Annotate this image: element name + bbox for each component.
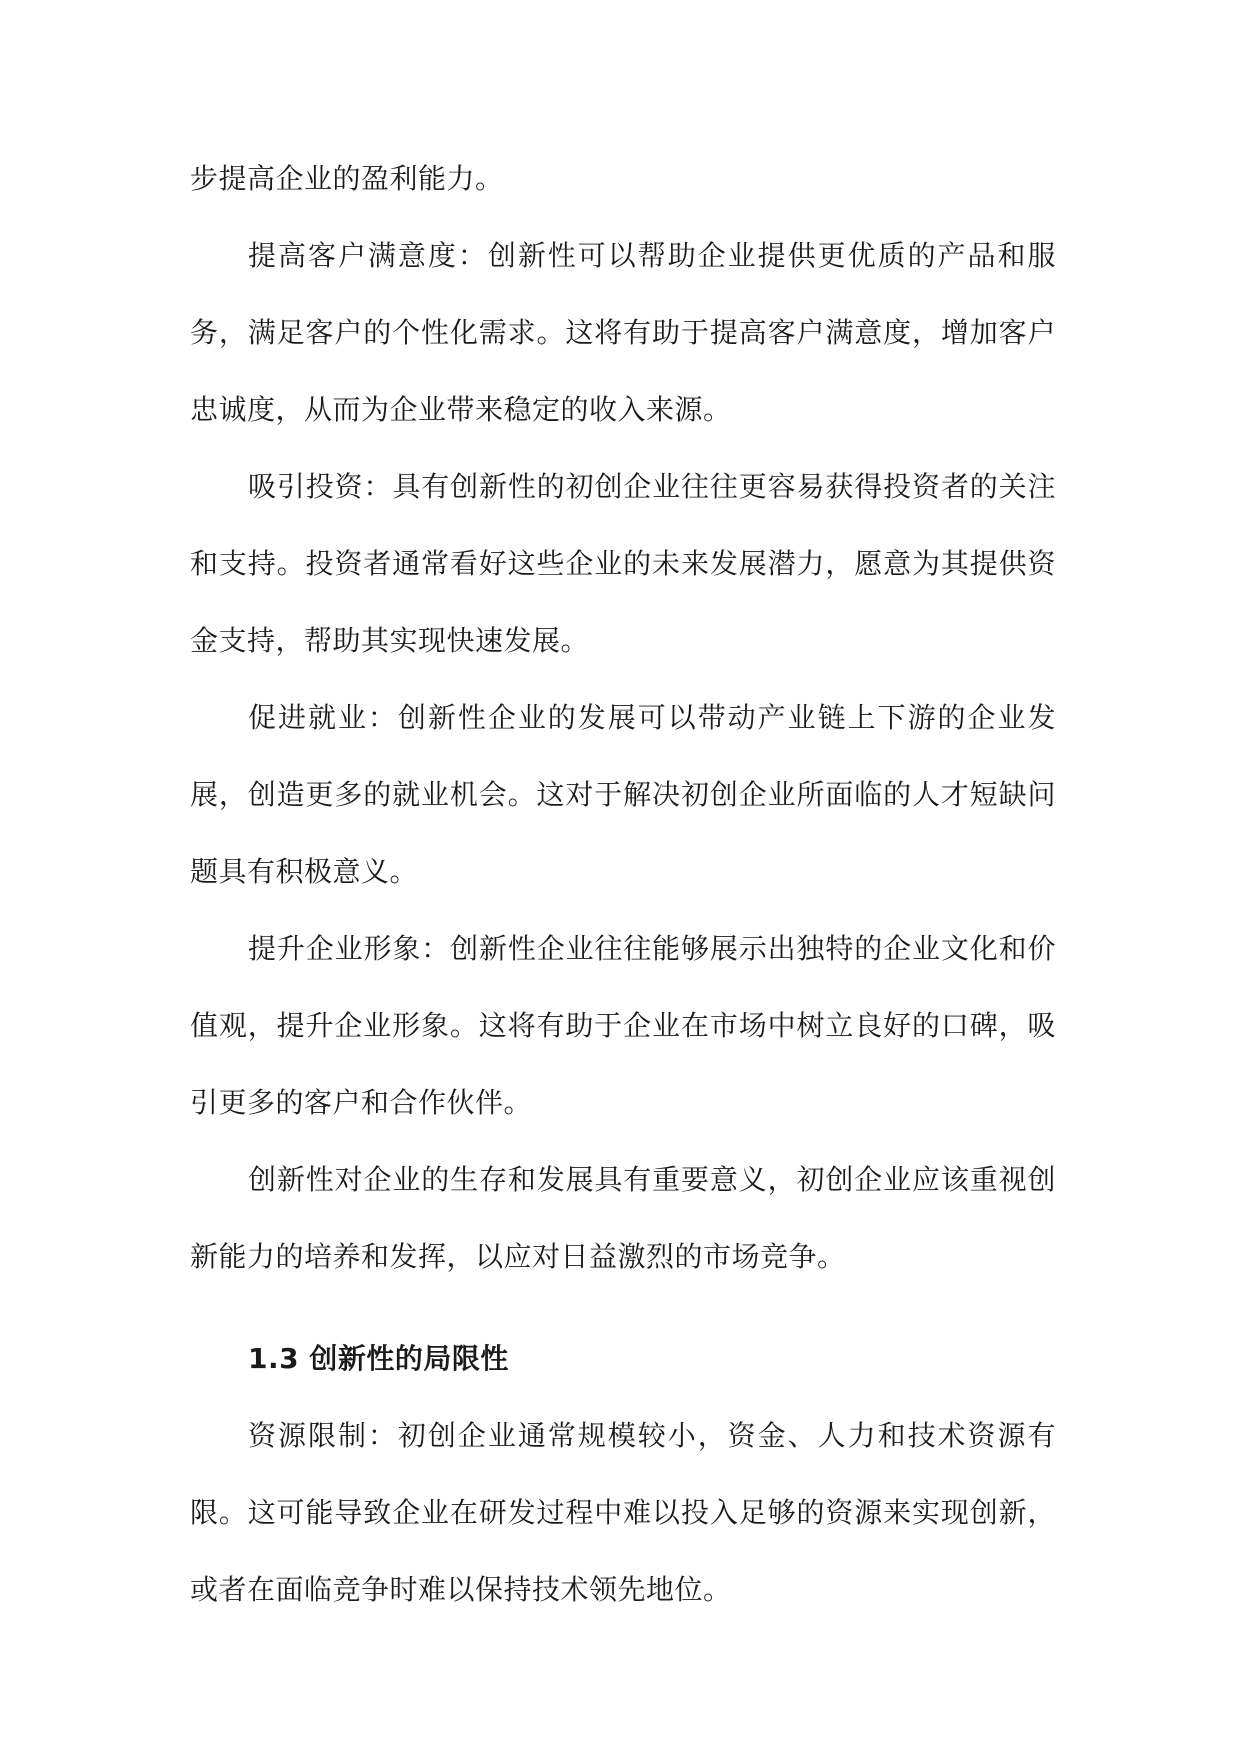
document-page [190, 140, 1056, 1628]
paragraph-customer-satisfaction: 提高客户满意度：创新性可以帮助企业提供更优质的产品和服务，满足客户的个性化需求。这将有助于提高客户满意度，增加客户忠诚度，从而为企业带来稳定的收入来源。 [190, 239, 1056, 426]
paragraph-continuation: 步提高企业的盈利能力。 [190, 162, 504, 195]
paragraph-resource-limits: 资源限制：初创企业通常规模较小，资金、人力和技术资源有限。这可能导致企业在研发过程中难以投入足够的资源来实现创新，或者在面临竞争时难以保持技术领先地位。 [190, 1419, 1056, 1606]
paragraph-promote-employment: 促进就业：创新性企业的发展可以带动产业链上下游的企业发展，创造更多的就业机会。这对于解决初创企业所面临的人才短缺问题具有积极意义。 [190, 701, 1056, 888]
paragraph-corporate-image: 提升企业形象：创新性企业往往能够展示出独特的企业文化和价值观，提升企业形象。这将有助于企业在市场中树立良好的口碑，吸引更多的客户和合作伙伴。 [190, 932, 1056, 1119]
paragraph-attract-investment: 吸引投资：具有创新性的初创企业往往更容易获得投资者的关注和支持。投资者通常看好这些企业的未来发展潜力，愿意为其提供资金支持，帮助其实现快速发展。 [190, 470, 1056, 657]
section-heading: 1.3 创新性的局限性 [248, 1342, 509, 1375]
paragraph-conclusion: 创新性对企业的生存和发展具有重要意义，初创企业应该重视创新能力的培养和发挥，以应对日益激烈的市场竞争。 [190, 1163, 1056, 1273]
